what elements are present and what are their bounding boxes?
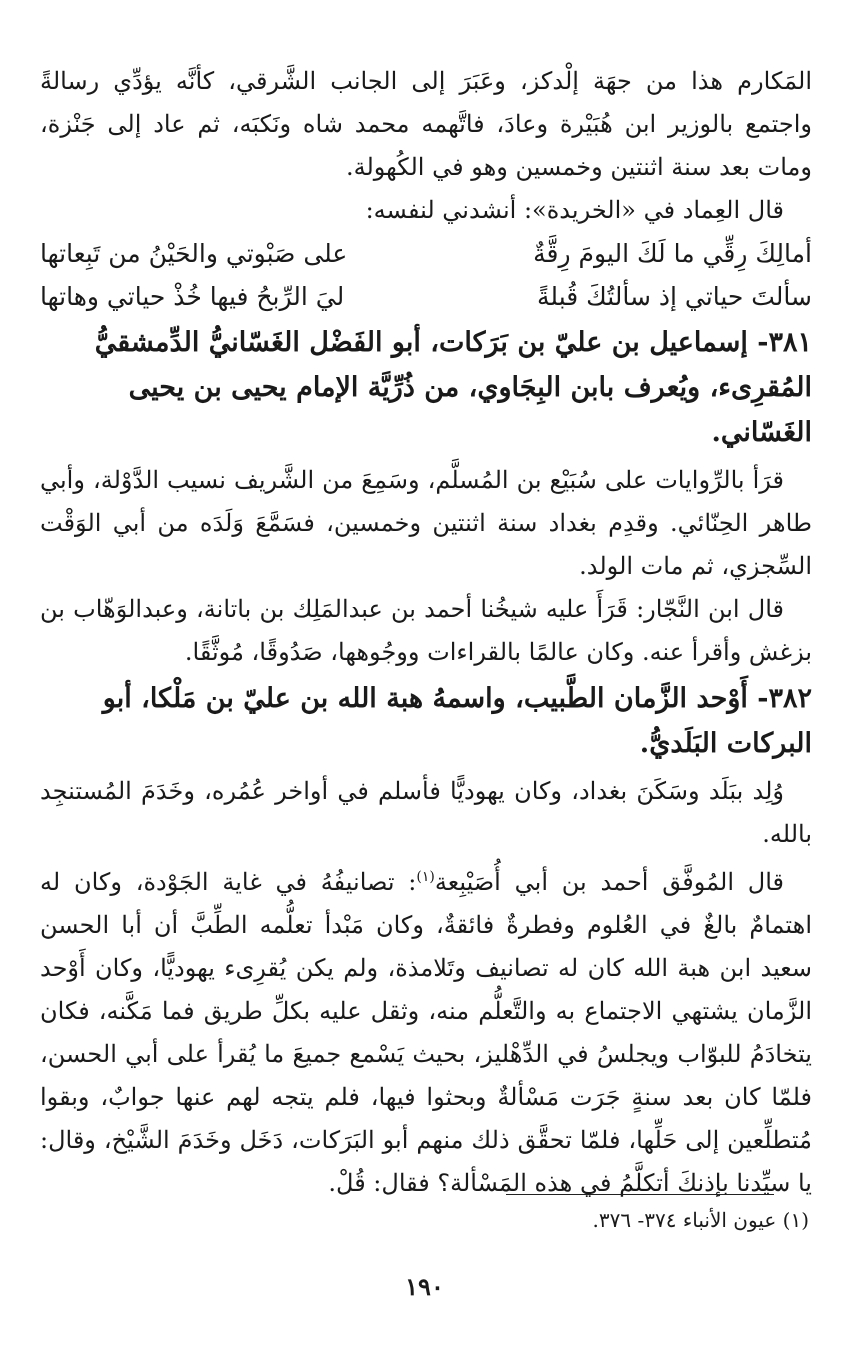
paragraph-3: قرَأ بالرِّوايات على سُبَيْع بن المُسلَّم، وسَمِعَ من الشَّريف نسيب الدَّوْلة، وأبي طاهر الحِنّائي. وقدِم بغداد سنة اثنتين وخمسين، فسَمَّعَ وَلَدَه من أبي الوَقْت السِّجزي، ثم مات الولد. xyxy=(40,466,812,580)
poem xyxy=(40,232,812,318)
paragraph-5: وُلِد ببَلَد وسَكَنَ بغداد، وكان يهوديًّا فأسلم في أواخر عُمُره، وخَدَمَ المُستنجِد بالله. xyxy=(40,777,812,848)
paragraph-6-start: قال المُوفَّق أحمد بن أبي أُصَيْبِعة xyxy=(434,868,784,896)
paragraph-6 xyxy=(40,856,812,1205)
entry-heading-381: ٣٨١- إسماعيل بن عليّ بن بَرَكات، أبو الفَضْل الغَسّانيُّ الدِّمشقيُّ المُقرِىء، ويُعرف بابن البِجَاوي، من ذُرِّيَّة الإمام يحيى بن يحيى الغَسّاني. xyxy=(94,327,812,448)
paragraph-4: قال ابن النَّجّار: قَرَأَ عليه شيخُنا أحمد بن عبدالمَلِك بن باتانة، وعبدالوَهّاب بن بزغش وأقرأ عنه. وكان عالمًا بالقراءات ووجُوهها، صَدُوقًا، مُوثَّقًا. xyxy=(40,595,812,666)
footnote-reference: (١) xyxy=(416,869,435,885)
verse-1 xyxy=(40,232,812,275)
page-number: ١٩٠ xyxy=(405,1272,444,1301)
verse-2 xyxy=(40,275,812,318)
verse-1-first-hemistich: أمالِكَ رِقِّي ما لَكَ اليومَ رِقَّةٌ xyxy=(533,239,812,268)
paragraph-1: المَكارم هذا من جهَة إلْدكز، وعَبَرَ إلى الجانب الشَّرقي، كأنَّه يؤدِّي رسالةً واجتمع بالوزير ابن هُبَيْرة وعادَ، فاتَّهمه محمد شاه ونَكبَه، ثم عاد إلى جَنْزة، ومات بعد سنة اثنتين وخمسين وهو في الكُهولة. xyxy=(40,67,812,181)
verse-2-first-hemistich: سألتَ حياتي إذ سألتُكَ قُبلةً xyxy=(537,282,812,311)
page-body xyxy=(40,60,812,1205)
verse-2-second-hemistich: ليَ الرِّبحُ فيها خُذْ حياتي وهاتها xyxy=(40,282,345,311)
paragraph-2: قال العِماد في «الخريدة»: أنشدني لنفسه: xyxy=(365,196,784,224)
footnote: (١) عيون الأنباء ٣٧٤- ٣٧٦. xyxy=(592,1208,809,1232)
footnote-separator xyxy=(506,1194,774,1195)
entry-heading-382: ٣٨٢- أَوْحد الزَّمان الطَّبيب، واسمهُ هبة الله بن عليّ بن مَلْكا، أبو البركات البَلَديُّ. xyxy=(102,683,812,759)
paragraph-6-rest: : تصانيفُهُ في غاية الجَوْدة، وكان له اهتمامٌ بالغٌ في العُلوم وفطرةٌ فائقةٌ، وكان مَبْدأ تعلُّمه الطِّبَّ أن أبا الحسن سعيد ابن هبة الله كان له تصانيف وتَلامذة، ولم يكن يُقرِىء يهوديًّا، وكان أَوْحد الزَّمان يشتهي الاجتماع به والتَّعلُّم منه، وثقل عليه بكلِّ طريق فما مَكَّنه، فكان يتخادَمُ للبوّاب ويجلسُ في الدِّهْليز، بحيث يَسْمع جميعَ ما يُقرأ على أبي الحسن، فلمّا كان بعد سنةٍ جَرَت مَسْألةٌ وبحثوا فيها، فلم يتجه لهم عنها جوابٌ، وبقوا مُتطلِّعين إلى حَلِّها، فلمّا تحقَّق ذلك منهم أبو البَرَكات، دَخَل وخَدَمَ الشَّيْخ، وقال: يا سيِّدنا بإذنكَ أتكلَّمُ في هذه المَسْألة؟ فقال: قُلْ. xyxy=(40,868,812,1197)
verse-1-second-hemistich: على صَبْوتي والحَيْنُ من تَبِعاتها xyxy=(40,239,348,268)
